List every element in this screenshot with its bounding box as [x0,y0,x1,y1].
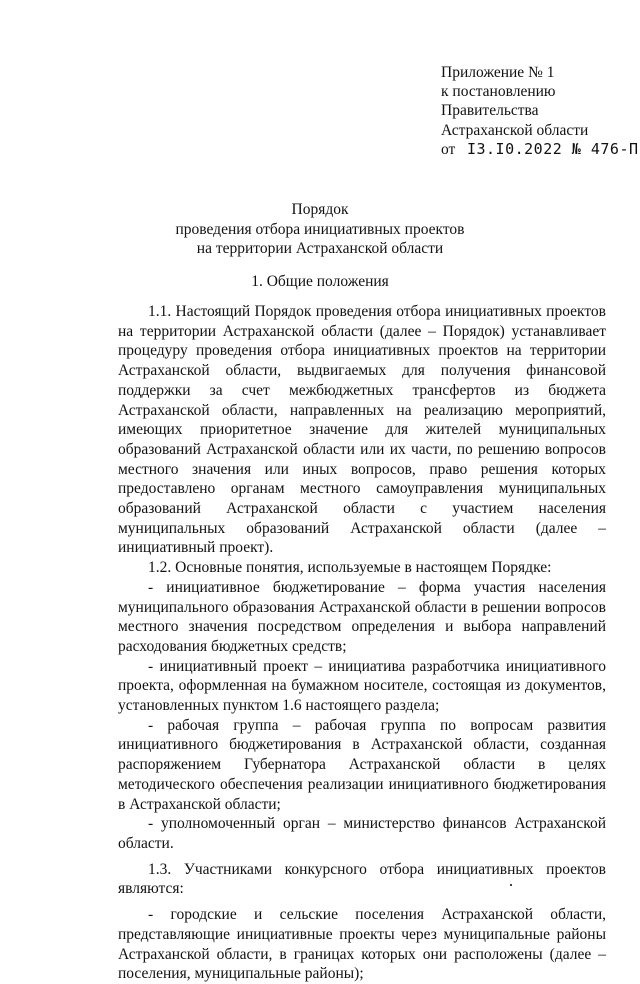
paragraph-1-3: 1.3. Участниками конкурсного отбора инициативных проектов являются: [118,860,606,898]
definition-authorized-body: - уполномоченный орган – министерство финансов Астраханской области. [118,815,606,852]
definition-initiative-project: - инициативный проект – инициатива разработчика инициативного проекта, оформленная на бумажном носителе, состоящая из документов, установленных пунктом 1.6 настоящего раздела; [118,657,606,715]
annex-block [441,63,639,159]
scan-dot [510,884,512,886]
section-heading: 1. Общие положения [251,273,389,290]
annex-date-prefix: от [441,140,456,158]
annex-region: Астраханской области [441,121,589,139]
document-title [0,200,640,259]
annex-date-line [441,140,639,159]
document-body [118,302,606,984]
annex-number: Приложение № 1 [441,64,555,81]
definition-initiative-budgeting: - инициативное бюджетирование – форма участия населения муниципального образования Астраханской области в решении вопросов местного значения посредством определения и выбора направлений расходования бюджетных средств; [118,578,606,655]
title-line-2: проведения отбора инициативных проектов [175,220,465,238]
definition-working-group: - рабочая группа – рабочая группа по вопросам развития инициативного бюджетирования в Астраханской области, созданная распоряжением Губернатора Астраханской области в целях методического обеспечения реализации инициативного бюджетирования в Астраханской области; [118,716,606,813]
paragraph-1-1: 1.1. Настоящий Порядок проведения отбора инициативных проектов на территории Астраханской области (далее – Порядок) устанавливает процедуру проведения отбора инициативных проектов на территории Астраханской области, выдвигаемых для получения финансовой поддержки за счет межбюджетных трансфертов из бюджета Астраханской области, направленных на реализацию мероприятий, имеющих приоритетное значение для жителей муниципальных образований Астраханской области или их части, по решению вопросов местного значения или иных вопросов, право решения которых предоставлено органам местного самоуправления муниципальных образований Астраханской области с участием населения муниципальных образований Астраханской области (далее – инициативный проект). [118,303,606,557]
participants-settlements: - городские и сельские поселения Астраханской области, представляющие инициативные проекты через муниципальные районы Астраханской области, в границах которых они расположены (далее – поселения, муниципальные районы); [118,906,606,983]
paragraph-1-2: 1.2. Основные понятия, используемые в настоящем Порядке: [148,559,552,577]
annex-to-resolution: к постановлению [441,83,556,101]
annex-government: Правительства [441,102,539,120]
annex-date-stamp: I3.I0.2022 № 476-П [466,139,639,158]
title-line-3: на территории Астраханской области [196,240,444,257]
title-line-1: Порядок [291,201,349,218]
